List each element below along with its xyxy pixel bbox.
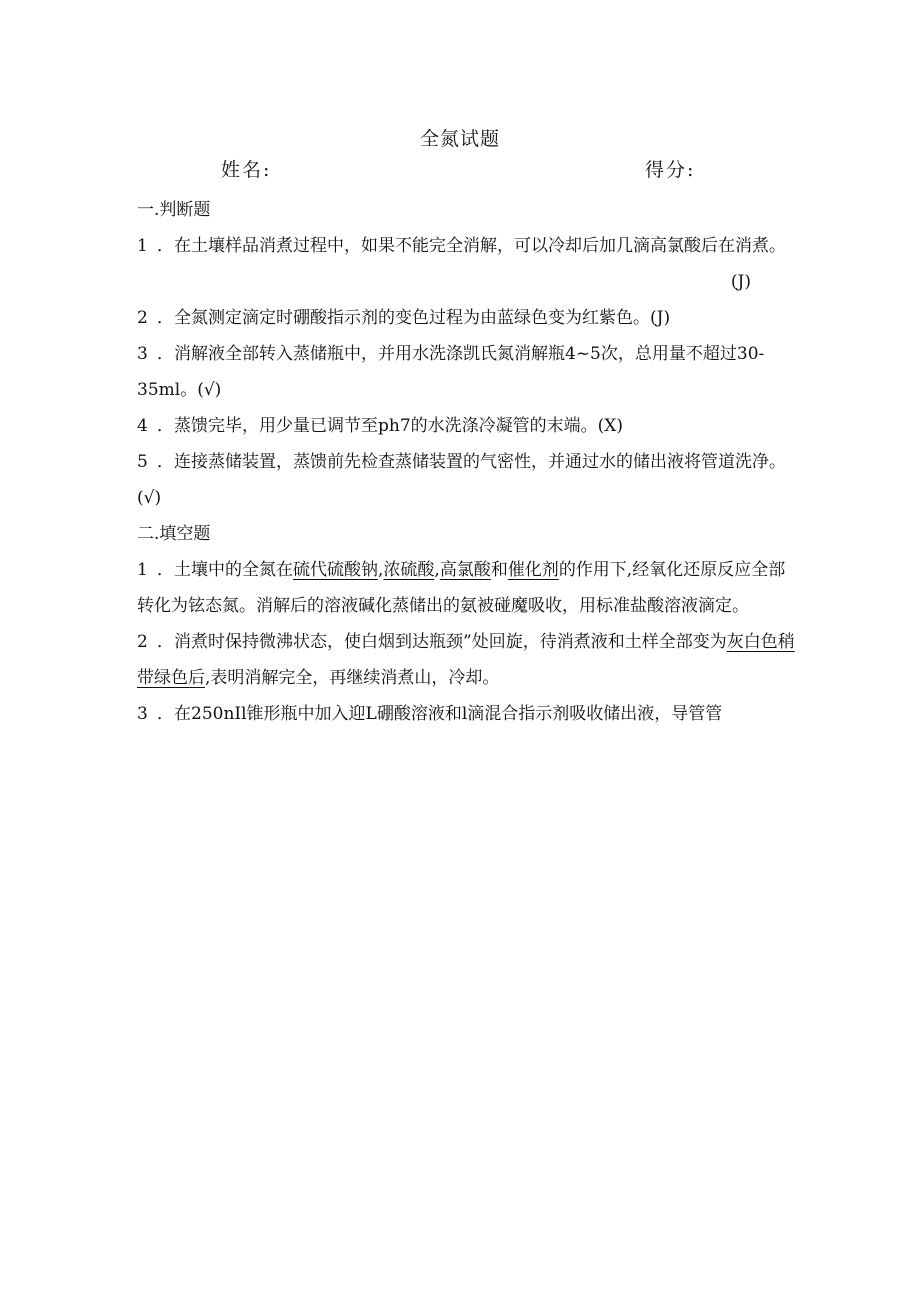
question-text: ．蒸馈完毕，用少量已调节至ph7的水洗涤冷凝管的末端。(X) (157, 416, 624, 436)
question-text: ．消解液全部转入蒸储瓶中，并用水洗涤凯氏氮消解瓶4~5次，总用量不超过30-35ml。(√) (137, 344, 765, 400)
fill-question-2 (137, 624, 797, 696)
question-text: ．在土壤样品消煮过程中，如果不能完全消解，可以冷却后加几滴高氯酸后在消煮。 (157, 236, 786, 256)
filled-blank: 催化剂 (507, 560, 559, 580)
section-heading-fill-blank: 二.填空题 (137, 524, 211, 544)
question-text: 的作用下,经氧化还原反应全部转化为铉态氮。消解后的溶液碱化蒸储出的氨被碰魔吸收，用标准盐酸溶液滴定。 (137, 560, 786, 616)
question-number: 2 (137, 632, 148, 652)
name-label: 姓名: (221, 159, 272, 181)
tf-question-4 (137, 408, 797, 444)
question-text: ．在250nIl锥形瓶中加入迎L硼酸溶液和l滴混合指示剂吸收储出液，导管管 (157, 704, 723, 724)
fill-question-3 (137, 696, 797, 732)
filled-blank: 高氯酸 (439, 560, 491, 580)
section-heading-true-false: 一.判断题 (137, 200, 211, 220)
filled-blank: 灰白色稍带绿色后 (137, 632, 795, 688)
tf-question-2 (137, 300, 797, 336)
filled-blank: 硫代硫酸钠 (293, 560, 378, 580)
question-text: ．土壤中的全氮在 (157, 560, 293, 580)
fill-question-1 (137, 552, 797, 624)
question-text: 和 (490, 560, 508, 580)
question-number: 1 (137, 560, 148, 580)
filled-blank: 浓硫酸 (383, 560, 435, 580)
question-number: 3 (137, 344, 148, 364)
tf-question-1 (137, 228, 797, 264)
score-label: 得分: (645, 159, 696, 181)
document-title: 全氮试题 (419, 128, 500, 150)
question-number: 2 (137, 308, 148, 328)
question-number: 1 (137, 236, 148, 256)
document-body (137, 192, 797, 732)
tf-question-3 (137, 336, 797, 408)
question-text: , (378, 560, 384, 580)
question-text: ．连接蒸储装置，蒸馈前先检查蒸储装置的气密性，并通过水的储出液将管道洗净。(√) (137, 452, 786, 508)
question-number: 4 (137, 416, 148, 436)
question-text: ,表明消解完全，再继续消煮山，冷却。 (205, 668, 500, 688)
question-text: ．全氮测定滴定时硼酸指示剂的变色过程为由蓝绿色变为红紫色。(J) (157, 308, 671, 328)
tf-question-1-answer: (J) (730, 272, 751, 292)
question-number: 5 (137, 452, 148, 472)
question-number: 3 (137, 704, 148, 724)
tf-question-5 (137, 444, 797, 516)
question-text: , (434, 560, 440, 580)
question-text: ．消煮时保持微沸状态，使白烟到达瓶颈”处回旋，待消煮液和土样全部变为 (157, 632, 727, 652)
